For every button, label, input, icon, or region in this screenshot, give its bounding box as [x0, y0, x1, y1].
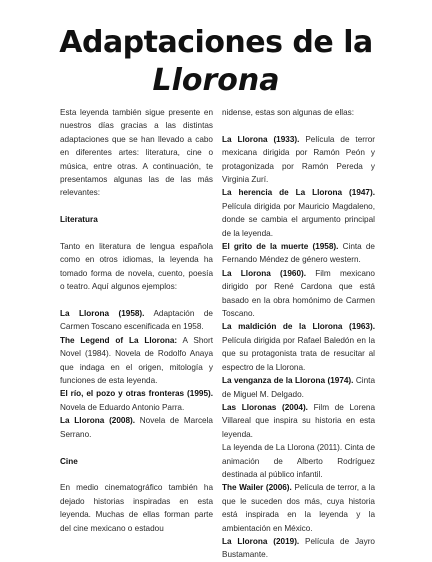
entry-text: Novela de Marcela Serrano. [60, 416, 213, 439]
entry-text: Cinta de Miguel M. Delgado. [222, 376, 375, 399]
entry-title: La herencia de La Llorona (1947). [222, 188, 375, 198]
title-line-2: Llorona [152, 63, 280, 98]
entry-text: Película de Jayro Bustamante. [222, 536, 375, 560]
cine-item [222, 186, 375, 240]
entry-text: Novela de Eduardo Antonio Parra. [60, 402, 185, 412]
cine-continuation: nidense, estas son algunas de ellas: [222, 108, 354, 117]
cine-item [222, 133, 375, 187]
cine-intro: En medio cinematográfico también ha dejado historias inspiradas en esta leyenda. Muchas de ellas forman parte del cine mexicano o estadou [60, 483, 213, 533]
entry-title: La Llorona (2008). [60, 416, 136, 426]
literatura-item [60, 334, 213, 388]
cine-item [222, 401, 375, 441]
cine-item [222, 481, 375, 535]
page-title [0, 24, 432, 100]
cine-item [222, 374, 375, 401]
entry-title: The Legend of La Llorona: [60, 335, 178, 345]
cine-item [222, 240, 375, 267]
entry-text: Film de Lorena Villareal que inspira su historia en esta leyenda. [222, 402, 375, 439]
entry-title: La Llorona (1960). [222, 268, 306, 278]
entry-text: A Short Novel (1984). Novela de Rodolfo Anaya que indaga en el origen, mitología y funciones de esta leyenda. [60, 335, 213, 386]
entry-text: Película dirigida por Mauricio Magdaleno, donde se cambia el argumento principal de la leyenda. [222, 201, 375, 238]
entry-title: The Wailer (2006). [222, 483, 292, 493]
cine-item [222, 535, 375, 562]
entry-title: El grito de la muerte (1958). [222, 242, 339, 252]
entry-text: Película de terror, a la que le suceden dos más, cuya historia está inspirada en la leyenda y la ambientación en México. [222, 483, 375, 533]
literatura-item [60, 387, 213, 414]
cine-heading: Cine [60, 456, 78, 466]
cine-item [222, 320, 375, 374]
entry-title: La maldición de la Llorona (1963). [222, 322, 375, 332]
right-column [222, 106, 375, 562]
entry-title: Las Lloronas (2004). [222, 402, 308, 412]
entry-text: Película de terror mexicana dirigida por Ramón Peón y protagonizada por Ramón Pereda y Virginia Zurí. [222, 134, 375, 185]
entry-title: El río, el pozo y otras fronteras (1995). [60, 389, 213, 399]
entry-text: La leyenda de La Llorona (2011). Cinta de animación de Alberto Rodríguez destinada al público infantil. [222, 443, 375, 479]
literatura-intro: Tanto en literatura de lengua española como en otros idiomas, la leyenda ha tomado forma de novela, cuento, poesía o teatro. Aquí algunos ejemplos: [60, 242, 213, 292]
entry-text: Película dirigida por Rafael Baledón en la que su protagonista trata de resucitar al espectro de la Llorona. [222, 335, 375, 372]
cine-item [222, 267, 375, 321]
literatura-item [60, 414, 213, 441]
entry-title: La Llorona (1933). [222, 134, 300, 144]
entry-text: Adaptación de Carmen Toscano escenificada en 1958. [60, 309, 213, 332]
entry-text: Film mexicano dirigido por René Cardona que está basado en la obra homónimo de Carmen Toscano. [222, 268, 375, 319]
literatura-heading: Literatura [60, 215, 98, 225]
left-column [60, 106, 213, 535]
literatura-item [60, 307, 213, 334]
cine-item [222, 441, 375, 481]
entry-text: Cinta de Fernando Méndez de género western. [222, 242, 375, 265]
entry-title: La venganza de la Llorona (1974). [222, 376, 354, 386]
entry-title: La Llorona (1958). [60, 309, 145, 319]
entry-title: La Llorona (2019). [222, 536, 300, 546]
intro-paragraph: Esta leyenda también sigue presente en nuestros días gracias a las distintas adaptaciones que se han llevado a cabo en diferentes artes: literatura, cine o música, entre otras. A continuación, te presentamos algunas las de las más relevantes: [60, 108, 213, 198]
title-line-1: Adaptaciones de la [59, 25, 373, 60]
